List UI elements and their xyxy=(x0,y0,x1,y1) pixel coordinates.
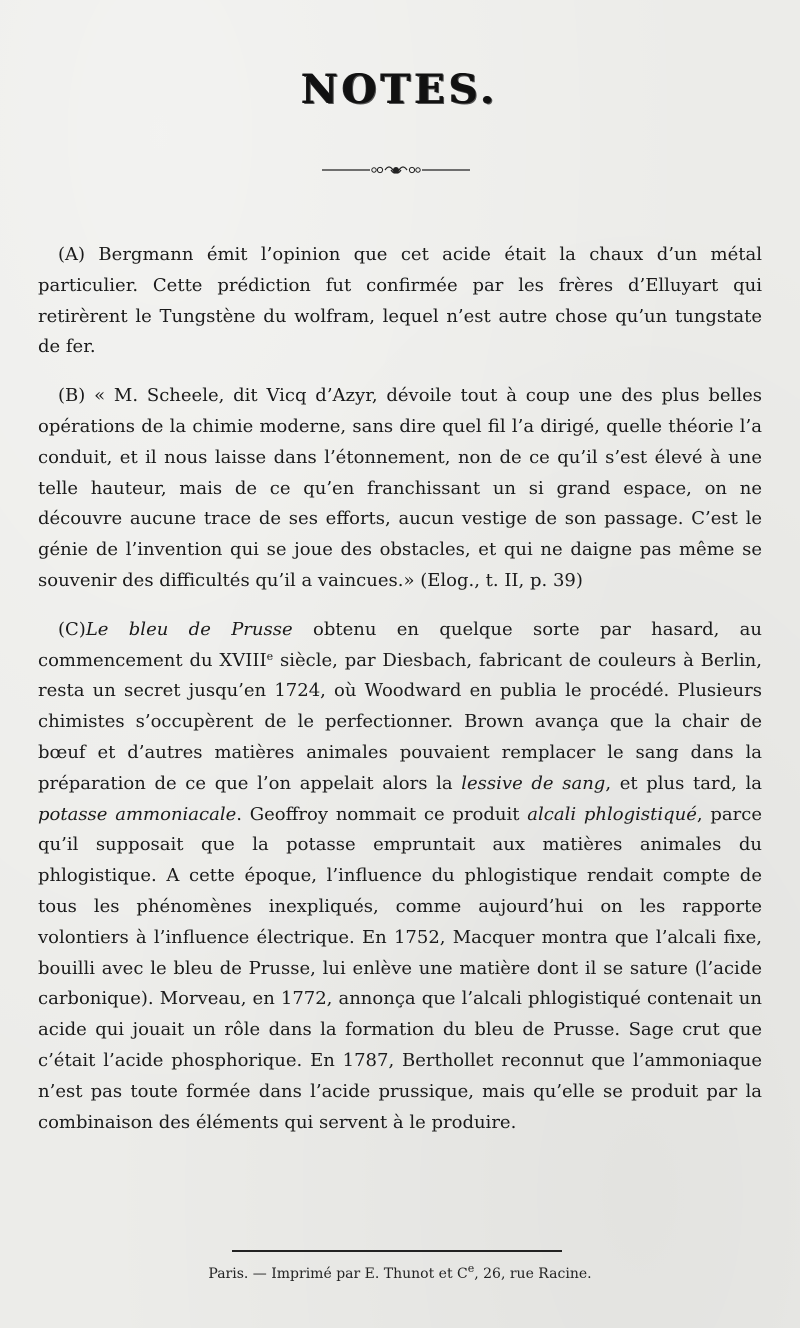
note-c-superscript: e xyxy=(266,649,274,663)
note-a-label: (A) xyxy=(58,244,86,265)
note-b xyxy=(38,381,762,597)
ornament-divider-icon xyxy=(322,160,470,180)
imprint-superscript: e xyxy=(467,1262,475,1275)
notes-body xyxy=(38,240,762,1138)
printer-imprint xyxy=(0,1262,800,1282)
imprint-text-1: Paris. — Imprimé par E. Thunot et C xyxy=(208,1266,468,1282)
note-c xyxy=(38,615,762,1139)
note-c-text-4: . Geoffroy nommait ce produit xyxy=(236,803,528,825)
page-title: NOTES. xyxy=(301,66,499,113)
note-a-text: Bergmann émit l’opinion que cet acide était la chaux d’un métal particulier. Cette prédiction fut confirmée par les frères d’Elluyart qui retirèrent le Tungstène du wolfram, lequel n’est autre chose qu’un tungstate de fer. xyxy=(38,244,762,358)
imprint-text-2: , 26, rue Racine. xyxy=(474,1266,592,1282)
note-c-text-1: obtenu en quelque sorte par hasard, au commencement du XVIII xyxy=(38,618,762,671)
note-c-italic-lessive: lessive de sang xyxy=(461,772,606,794)
note-b-label: (B) xyxy=(58,385,86,407)
note-c-italic-potasse: potasse ammoniacale xyxy=(38,803,237,825)
note-c-italic-alcali: alcali phlogistiqué xyxy=(527,803,697,825)
note-c-italic-bleu-de-prusse: Le bleu de Prusse xyxy=(85,618,293,640)
note-c-text-3: , et plus tard, la xyxy=(605,772,763,794)
footer-divider xyxy=(232,1250,562,1252)
note-b-text: « M. Scheele, dit Vicq d’Azyr, dévoile tout à coup une des plus belles opérations de la chimie moderne, sans dire quel fil l’a dirigé, quelle théorie l’a conduit, et il nous laisse dans l’étonnement, non de ce qu’il s’est élevé à une telle hauteur, mais de ce qu’en franchissant un si grand espace, on ne découvre aucune trace de ses efforts, aucun vestige de son passage. C’est le génie de l’invention qui se joue des obstacles, et qui ne daigne pas même se souvenir des difficultés qu’il a vaincues.» (Elog., t. II, p. 39) xyxy=(38,385,762,591)
note-c-label: (C) xyxy=(58,618,86,640)
note-c-text-5: , parce qu’il supposait que la potasse empruntait aux matières animales du phlogistique. A cette époque, l’influence du phlogistique rendait compte de tous les phénomènes inexpliqués, comme aujourd’hui on les rapporte volontiers à l’influence électrique. En 1752, Macquer montra que l’alcali fixe, bouilli avec le bleu de Prusse, lui enlève une matière dont il se sature (l’acide carbonique). Morveau, en 1772, annonça que l’alcali phlogistiqué contenait un acide qui jouait un rôle dans la formation du bleu de Prusse. Sage crut que c’était l’acide phosphorique. En 1787, Berthollet reconnut que l’ammoniaque n’est pas toute formée dans l’acide prussique, mais qu’elle se produit par la combinaison des éléments qui servent à le produire. xyxy=(38,803,762,1133)
note-a xyxy=(38,240,762,363)
note-c-text-2: siècle, par Diesbach, fabricant de couleurs à Berlin, resta un secret jusqu’en 1724, où Woodward en publia le procédé. Plusieurs chimistes s’occupèrent de le perfectionner. Brown avança que la chair de bœuf et d’autres matières animales pouvaient remplacer le sang dans la préparation de ce que l’on appelait alors la xyxy=(38,649,762,794)
